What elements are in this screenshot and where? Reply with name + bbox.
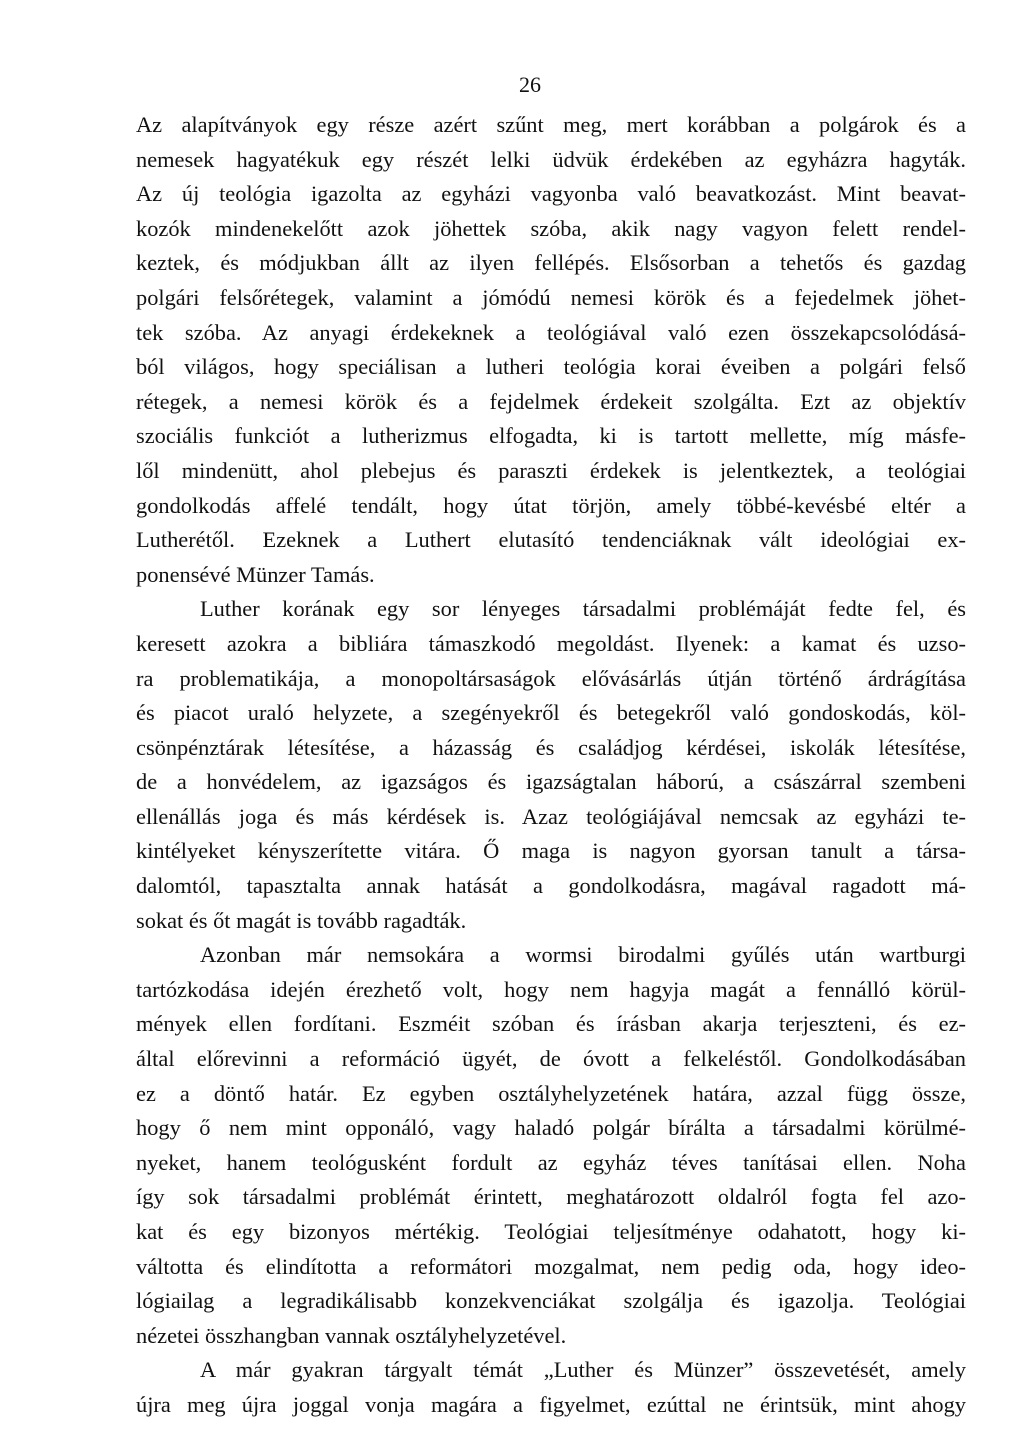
paragraph-1 xyxy=(136,108,966,592)
text-line: A már gyakran tárgyalt témát „Luther és Münzer” összevetését, amely xyxy=(200,1357,966,1383)
text-line: nézetei összhangban vannak osztályhelyzetével. xyxy=(136,1322,567,1348)
text-line: lől mindenütt, ahol plebejus és paraszti érdekek is jelentkeztek, a teológiai xyxy=(136,457,966,483)
text-line: Lutherétől. Ezeknek a Luthert elutasító tendenciáknak vált ideológiai ex- xyxy=(136,527,966,553)
text-line: tartózkodása idején érezhető volt, hogy nem hagyja magát a fennálló körül- xyxy=(136,976,966,1002)
text-line: keresett azokra a bibliára támaszkodó megoldást. Ilyenek: a kamat és uzso- xyxy=(136,630,966,656)
text-line: ra problematikája, a monopoltársaságok elővásárlás útján történő árdrágítása xyxy=(136,665,966,691)
text-line: dalomtól, tapasztalta annak hatását a gondolkodásra, magával ragadott má- xyxy=(136,873,966,899)
text-line: által előrevinni a reformáció ügyét, de óvott a felkeléstől. Gondolkodásában xyxy=(136,1046,966,1072)
text-line: nyeket, hanem teológusként fordult az egyház téves tanításai ellen. Noha xyxy=(136,1149,966,1175)
text-line: polgári felsőrétegek, valamint a jómódú nemesi körök és a fejedelmek jöhet- xyxy=(136,284,966,310)
text-line: ponensévé Münzer Tamás. xyxy=(136,561,375,587)
text-line: és piacot uraló helyzete, a szegényekről és betegekről való gondoskodás, köl- xyxy=(136,700,966,726)
text-line: csönpénztárak létesítése, a házasság és családjog kérdései, iskolák létesítése, xyxy=(136,734,966,760)
text-line: keztek, és módjukban állt az ilyen fellépés. Elsősorban a tehetős és gazdag xyxy=(136,250,966,276)
body-text xyxy=(136,108,966,1423)
text-line: kozók mindenekelőtt azok jöhettek szóba, akik nagy vagyon felett rendel- xyxy=(136,215,966,241)
text-line: mények ellen fordítani. Eszméit szóban és írásban akarja terjeszteni, és ez- xyxy=(136,1011,966,1037)
paragraph-3 xyxy=(136,938,966,1353)
page-number: 26 xyxy=(519,72,541,97)
text-line: Az új teológia igazolta az egyházi vagyonba való beavatkozást. Mint beavat- xyxy=(136,181,966,207)
text-line: így sok társadalmi problémát érintett, meghatározott oldalról fogta fel azo- xyxy=(136,1184,966,1210)
text-line: rétegek, a nemesi körök és a fejdelmek érdekeit szolgálta. Ezt az objektív xyxy=(136,388,966,414)
text-line: hogy ő nem mint opponáló, vagy haladó polgár bírálta a társadalmi körülmé- xyxy=(136,1115,966,1141)
text-line: újra meg újra joggal vonja magára a figyelmet, ezúttal ne érintsük, mint ahogy xyxy=(136,1391,966,1417)
text-line: de a honvédelem, az igazságos és igazságtalan háború, a császárral szembeni xyxy=(136,769,966,795)
text-line: ból világos, hogy speciálisan a lutheri teológia korai éveiben a polgári felső xyxy=(136,354,966,380)
text-line: Luther korának egy sor lényeges társadalmi problémáját fedte fel, és xyxy=(200,596,966,622)
text-line: gondolkodás affelé tendált, hogy útat törjön, amely többé-kevésbé eltér a xyxy=(136,492,966,518)
text-line: nemesek hagyatékuk egy részét lelki üdvük érdekében az egyházra hagyták. xyxy=(136,146,966,172)
text-line: tek szóba. Az anyagi érdekeknek a teológiával való ezen összekapcsolódásá- xyxy=(136,319,966,345)
paragraph-2 xyxy=(136,592,966,938)
text-line: szociális funkciót a lutherizmus elfogadta, ki is tartott mellette, míg másfe- xyxy=(136,423,966,449)
text-line: sokat és őt magát is tovább ragadták. xyxy=(136,907,467,933)
text-line: ez a döntő határ. Ez egyben osztályhelyzetének határa, azzal függ össze, xyxy=(136,1080,966,1106)
text-line: Az alapítványok egy része azért szűnt meg, mert korábban a polgárok és a xyxy=(136,112,966,137)
text-line: lógiailag a legradikálisabb konzekvenciákat szolgálja és igazolja. Teológiai xyxy=(136,1288,966,1314)
text-line: Azonban már nemsokára a wormsi birodalmi gyűlés után wartburgi xyxy=(200,942,966,968)
text-line: kat és egy bizonyos mértékig. Teológiai teljesítménye odahatott, hogy ki- xyxy=(136,1219,966,1244)
text-line: kintélyeket kényszerítette vitára. Ő maga is nagyon gyorsan tanult a társa- xyxy=(136,838,966,864)
text-line: váltotta és elindította a reformátori mozgalmat, nem pedig oda, hogy ideo- xyxy=(136,1253,966,1279)
paragraph-4 xyxy=(136,1353,966,1422)
text-line: ellenállás joga és más kérdések is. Azaz teológiájával nemcsak az egyházi te- xyxy=(136,803,966,829)
